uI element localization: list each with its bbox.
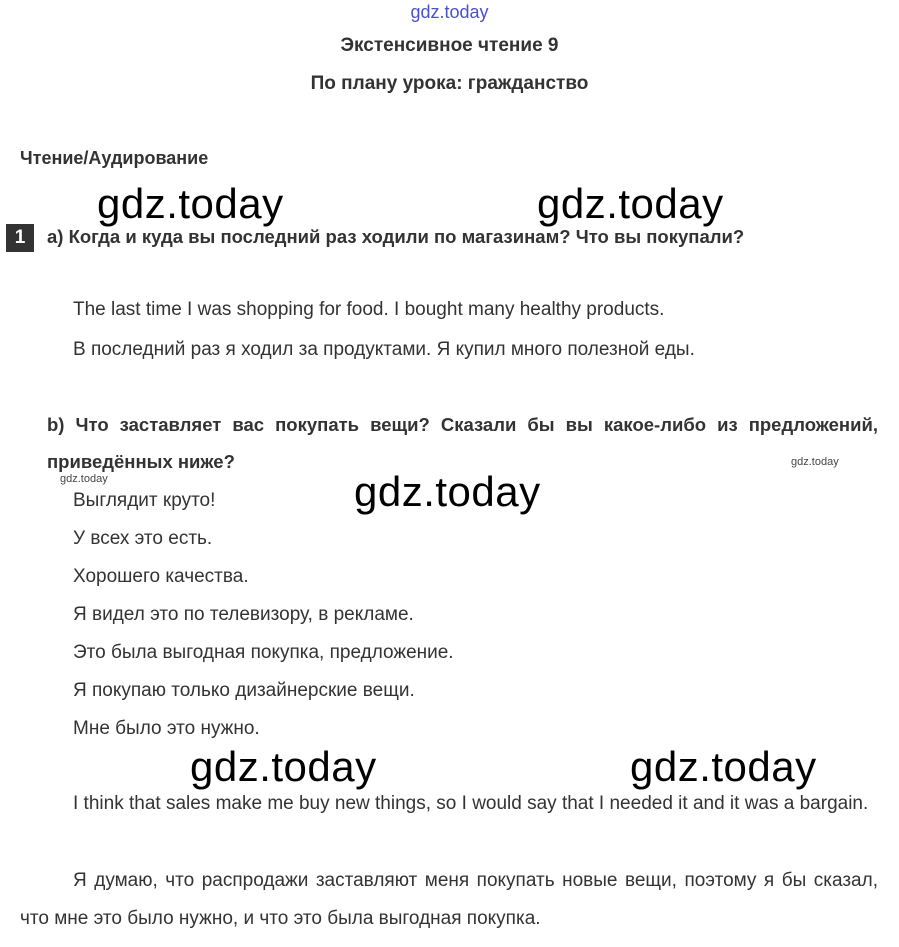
answer-a-english: The last time I was shopping for food. I bought many healthy products. — [73, 299, 665, 320]
option-item: Я покупаю только дизайнерские вещи. — [73, 680, 415, 701]
exercise-number-badge: 1 — [6, 224, 34, 252]
question-a: a) Когда и куда вы последний раз ходили по магазинам? Что вы покупали? — [47, 226, 745, 247]
watermark: gdz.today — [630, 743, 817, 790]
option-item: У всех это есть. — [73, 528, 213, 549]
watermark: gdz.today — [791, 456, 839, 468]
option-item: Хорошего качества. — [73, 566, 249, 587]
page-title: Экстенсивное чтение 9 — [340, 35, 559, 56]
answer-b-english: I think that sales make me buy new things, so I would say that I needed it and it was a bargain. — [73, 793, 869, 814]
option-item: Это была выгодная покупка, предложение. — [73, 642, 454, 663]
watermark: gdz.today — [190, 743, 377, 790]
watermark: gdz.today — [537, 180, 724, 227]
page-subtitle: По плану урока: гражданство — [310, 73, 589, 94]
option-item: Мне было это нужно. — [73, 718, 260, 739]
question-b: b) Что заставляет вас покупать вещи? Сказали бы вы какое-либо из предложений, приведённых ниже? — [47, 414, 878, 472]
watermark-top: gdz.today — [410, 2, 489, 22]
answer-a-russian: В последний раз я ходил за продуктами. Я купил много полезной еды. — [73, 339, 695, 360]
option-item: Выглядит круто! — [73, 490, 216, 511]
option-item: Я видел это по телевизору, в рекламе. — [73, 604, 414, 625]
watermark: gdz.today — [354, 468, 541, 515]
watermark: gdz.today — [60, 473, 108, 485]
answer-b-russian: Я думаю, что распродажи заставляют меня покупать новые вещи, поэтому я бы сказал, что мне это было нужно, и что это была выгодная покупка. — [20, 870, 878, 929]
section-label: Чтение/Аудирование — [20, 148, 209, 168]
watermark: gdz.today — [97, 180, 284, 227]
